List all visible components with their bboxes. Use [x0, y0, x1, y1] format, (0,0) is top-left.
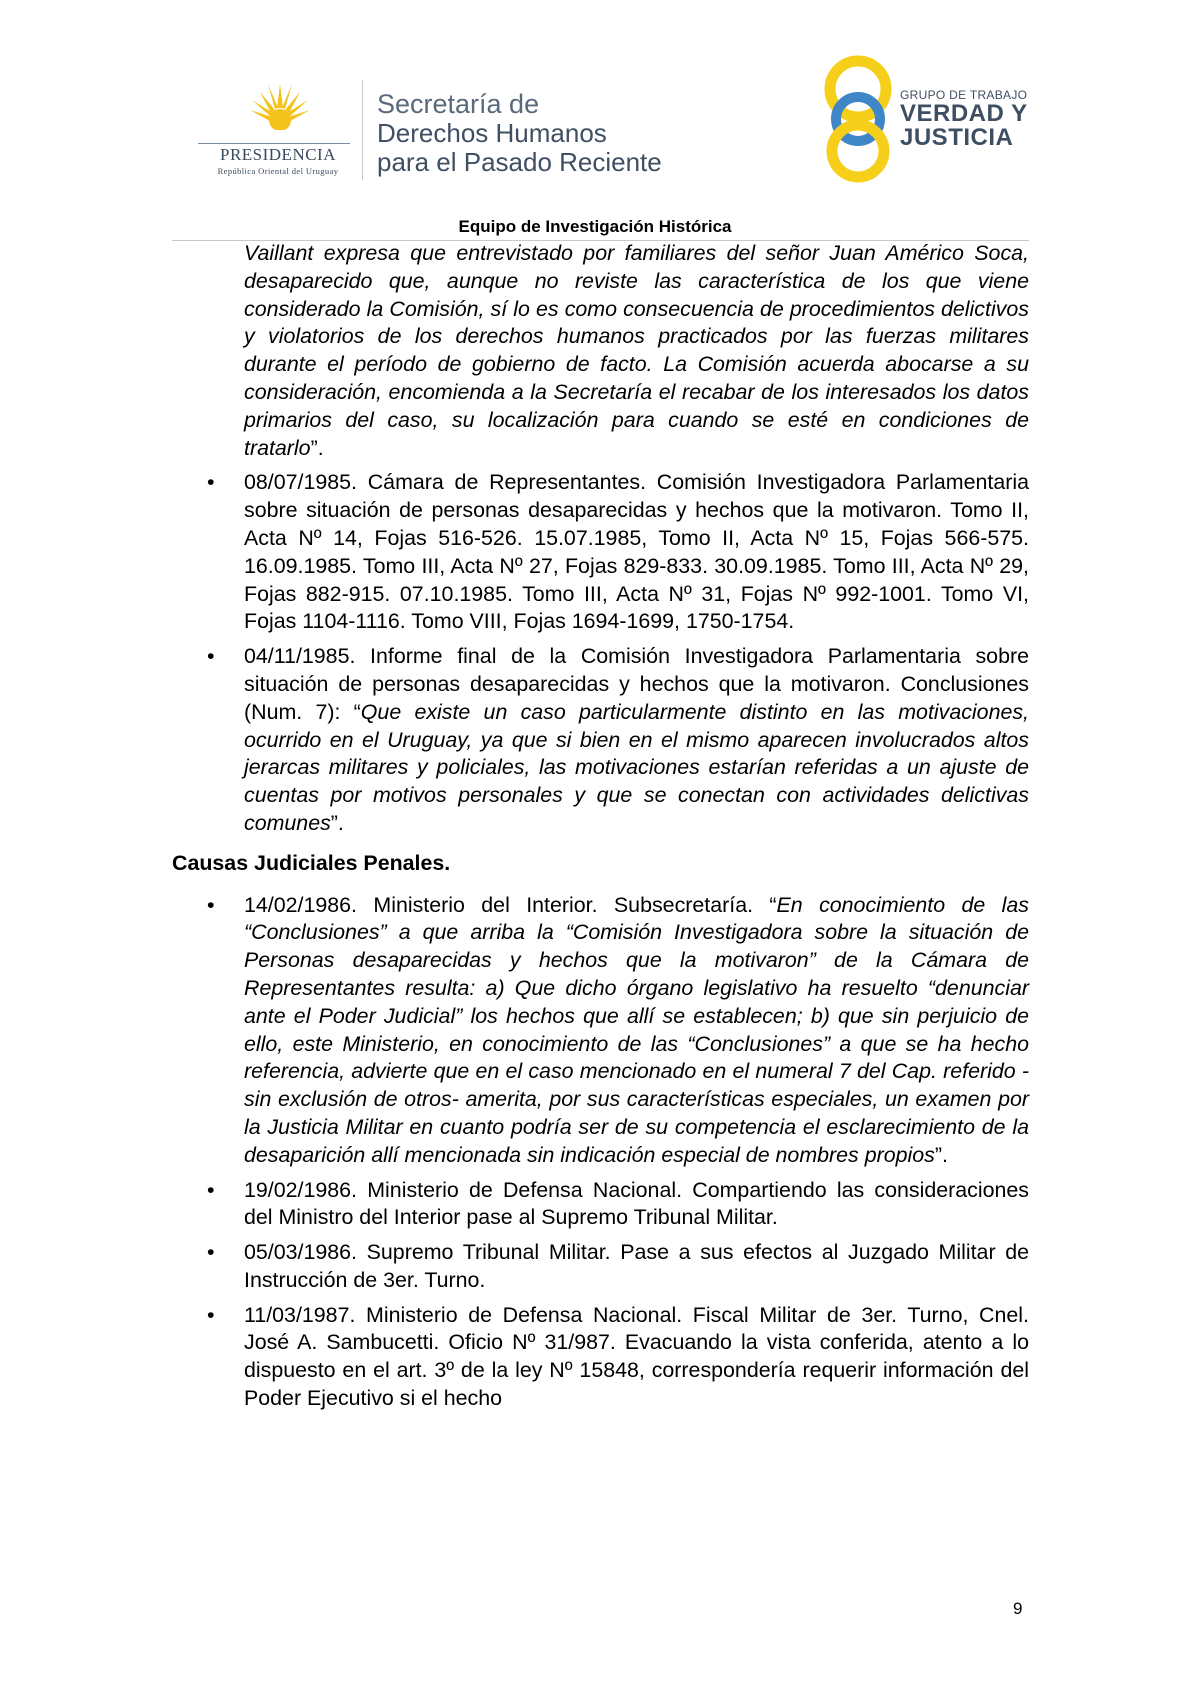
list-item-quote-end: ”. [330, 810, 344, 835]
list-item-text: 08/07/1985. Cámara de Representantes. Comisión Investigadora Parlamentaria sobre situación de personas desaparecidas y hechos que la motivaron. Tomo II, Acta Nº 14, Fojas 516-526. 15.07.1985, Tomo II, Acta Nº 15, Fojas 566-575. 16.09.1985. Tomo III, Acta Nº 27, Fojas 829-833. 30.09.1985. Tomo III, Acta Nº 29, Fojas 882-915. 07.10.1985. Tomo III, Acta Nº 31, Fojas Nº 992-1001. Tomo VI, Fojas 1104-1116. Tomo VIII, Fojas 1694-1699, 1750-1754. [244, 470, 1029, 634]
bullet: • [207, 1177, 215, 1202]
list-item [207, 1302, 1029, 1413]
list-item [207, 1239, 1029, 1295]
gvj-line2: VERDAD Y [900, 100, 1028, 127]
secretaria-logo-text [377, 90, 662, 177]
list-item-quote-end: ”. [934, 1142, 948, 1167]
list-item-text: 05/03/1986. Supremo Tribunal Militar. Pase a sus efectos al Juzgado Militar de Instrucción de 3er. Turno. [244, 1240, 1029, 1292]
bullet: • [207, 1240, 215, 1265]
bullet: • [207, 470, 215, 495]
list-item-text: 04/11/1985. Informe final de la Comisión Investigadora Parlamentaria sobre situación de personas desaparecidas y hechos que la motivaron. Conclusiones (Num. 7): “ [244, 644, 1029, 724]
list-item [207, 1177, 1029, 1233]
presidencia-logo [198, 80, 358, 180]
presidencia-rule [198, 143, 350, 144]
uruguay-sun-icon [248, 80, 312, 144]
verdad-justicia-rings-icon [822, 55, 894, 183]
continued-quote: Vaillant expresa que entrevistado por familiares del señor Juan Américo Soca, desaparecido que, aunque no reviste las característica de los que viene considerado la Comisión, sí lo es como consecuencia de procedimientos delictivos y violatorios de los derechos humanos practicados por las fuerzas militares durante el período de gobierno de facto. La Comisión acuerda abocarse a su consideración, encomienda a la Secretaría el recabar de los interesados los datos primarios del caso, su localización para cuando se esté en condiciones de tratarlo [244, 241, 1029, 460]
bullet: • [207, 1302, 215, 1327]
continued-paragraph [244, 240, 1029, 462]
verdad-justicia-logo-text [900, 88, 1028, 150]
list-item [207, 469, 1029, 636]
gvj-line3: JUSTICIA [900, 124, 1014, 151]
list-item-text: 11/03/1987. Ministerio de Defensa Nacional. Fiscal Militar de 3er. Turno, Cnel. José A. Sambucetti. Oficio Nº 31/987. Evacuando la vista conferida, atento a lo dispuesto en el art. 3º de la ley Nº 15848, correspondería requerir información del Poder Ejecutivo si el hecho [244, 1302, 1029, 1411]
secretaria-line1: Secretaría de [377, 89, 540, 119]
list-item-text: 14/02/1986. Ministerio del Interior. Subsecretaría. “ [244, 892, 777, 917]
presidencia-subtitle: República Oriental del Uruguay [217, 166, 339, 176]
list-item-quote: En conocimiento de las “Conclusiones” a que arriba la “Comisión Investigadora sobre la situación de Personas desaparecidas y hechos que la motivaron” de la Cámara de Representantes resulta: a) Que dicho órgano legislativo ha resuelto “denunciar ante el Poder Judicial” los hechos que allí se establecen; b) que sin perjuicio de ello, este Ministerio, en conocimiento de las “Conclusiones” a que se ha hecho referencia, advierte que en el caso mencionado en el numeral 7 del Cap. referido -sin exclusión de otros- amerita, por sus características especiales, un examen por la Justicia Militar en cuanto podría ser de su competencia el esclarecimiento de la desaparición allí mencionada sin indicación especial de nombres propios [244, 892, 1029, 1167]
document-body [172, 240, 1029, 1413]
gvj-line1: GRUPO DE TRABAJO [900, 88, 1028, 102]
bullet: • [207, 644, 215, 669]
continued-quote-end: ”. [310, 435, 324, 460]
list-item [207, 892, 1029, 1170]
page-number: 9 [1013, 1599, 1023, 1618]
list-item-text: 19/02/1986. Ministerio de Defensa Nacional. Compartiendo las consideraciones del Ministro del Interior pase al Supremo Tribunal Militar. [244, 1177, 1029, 1230]
section-heading: Causas Judiciales Penales. [172, 850, 451, 875]
list-item [207, 643, 1030, 838]
bullet: • [207, 892, 215, 917]
header-divider [362, 80, 363, 180]
team-title: Equipo de Investigación Histórica [458, 217, 732, 236]
secretaria-line3: para el Pasado Reciente [377, 147, 662, 177]
list-item-quote: Que existe un caso particularmente distinto en las motivaciones, ocurrido en el Uruguay, ya que si bien en el mismo aparecen involucrados altos jerarcas militares y policiales, las motivaciones estarían referidas a un ajuste de cuentas por motivos personales y que se conectan con actividades delictivas comunes [244, 699, 1030, 835]
presidencia-title: PRESIDENCIA [219, 145, 336, 164]
secretaria-line2: Derechos Humanos [377, 118, 607, 148]
